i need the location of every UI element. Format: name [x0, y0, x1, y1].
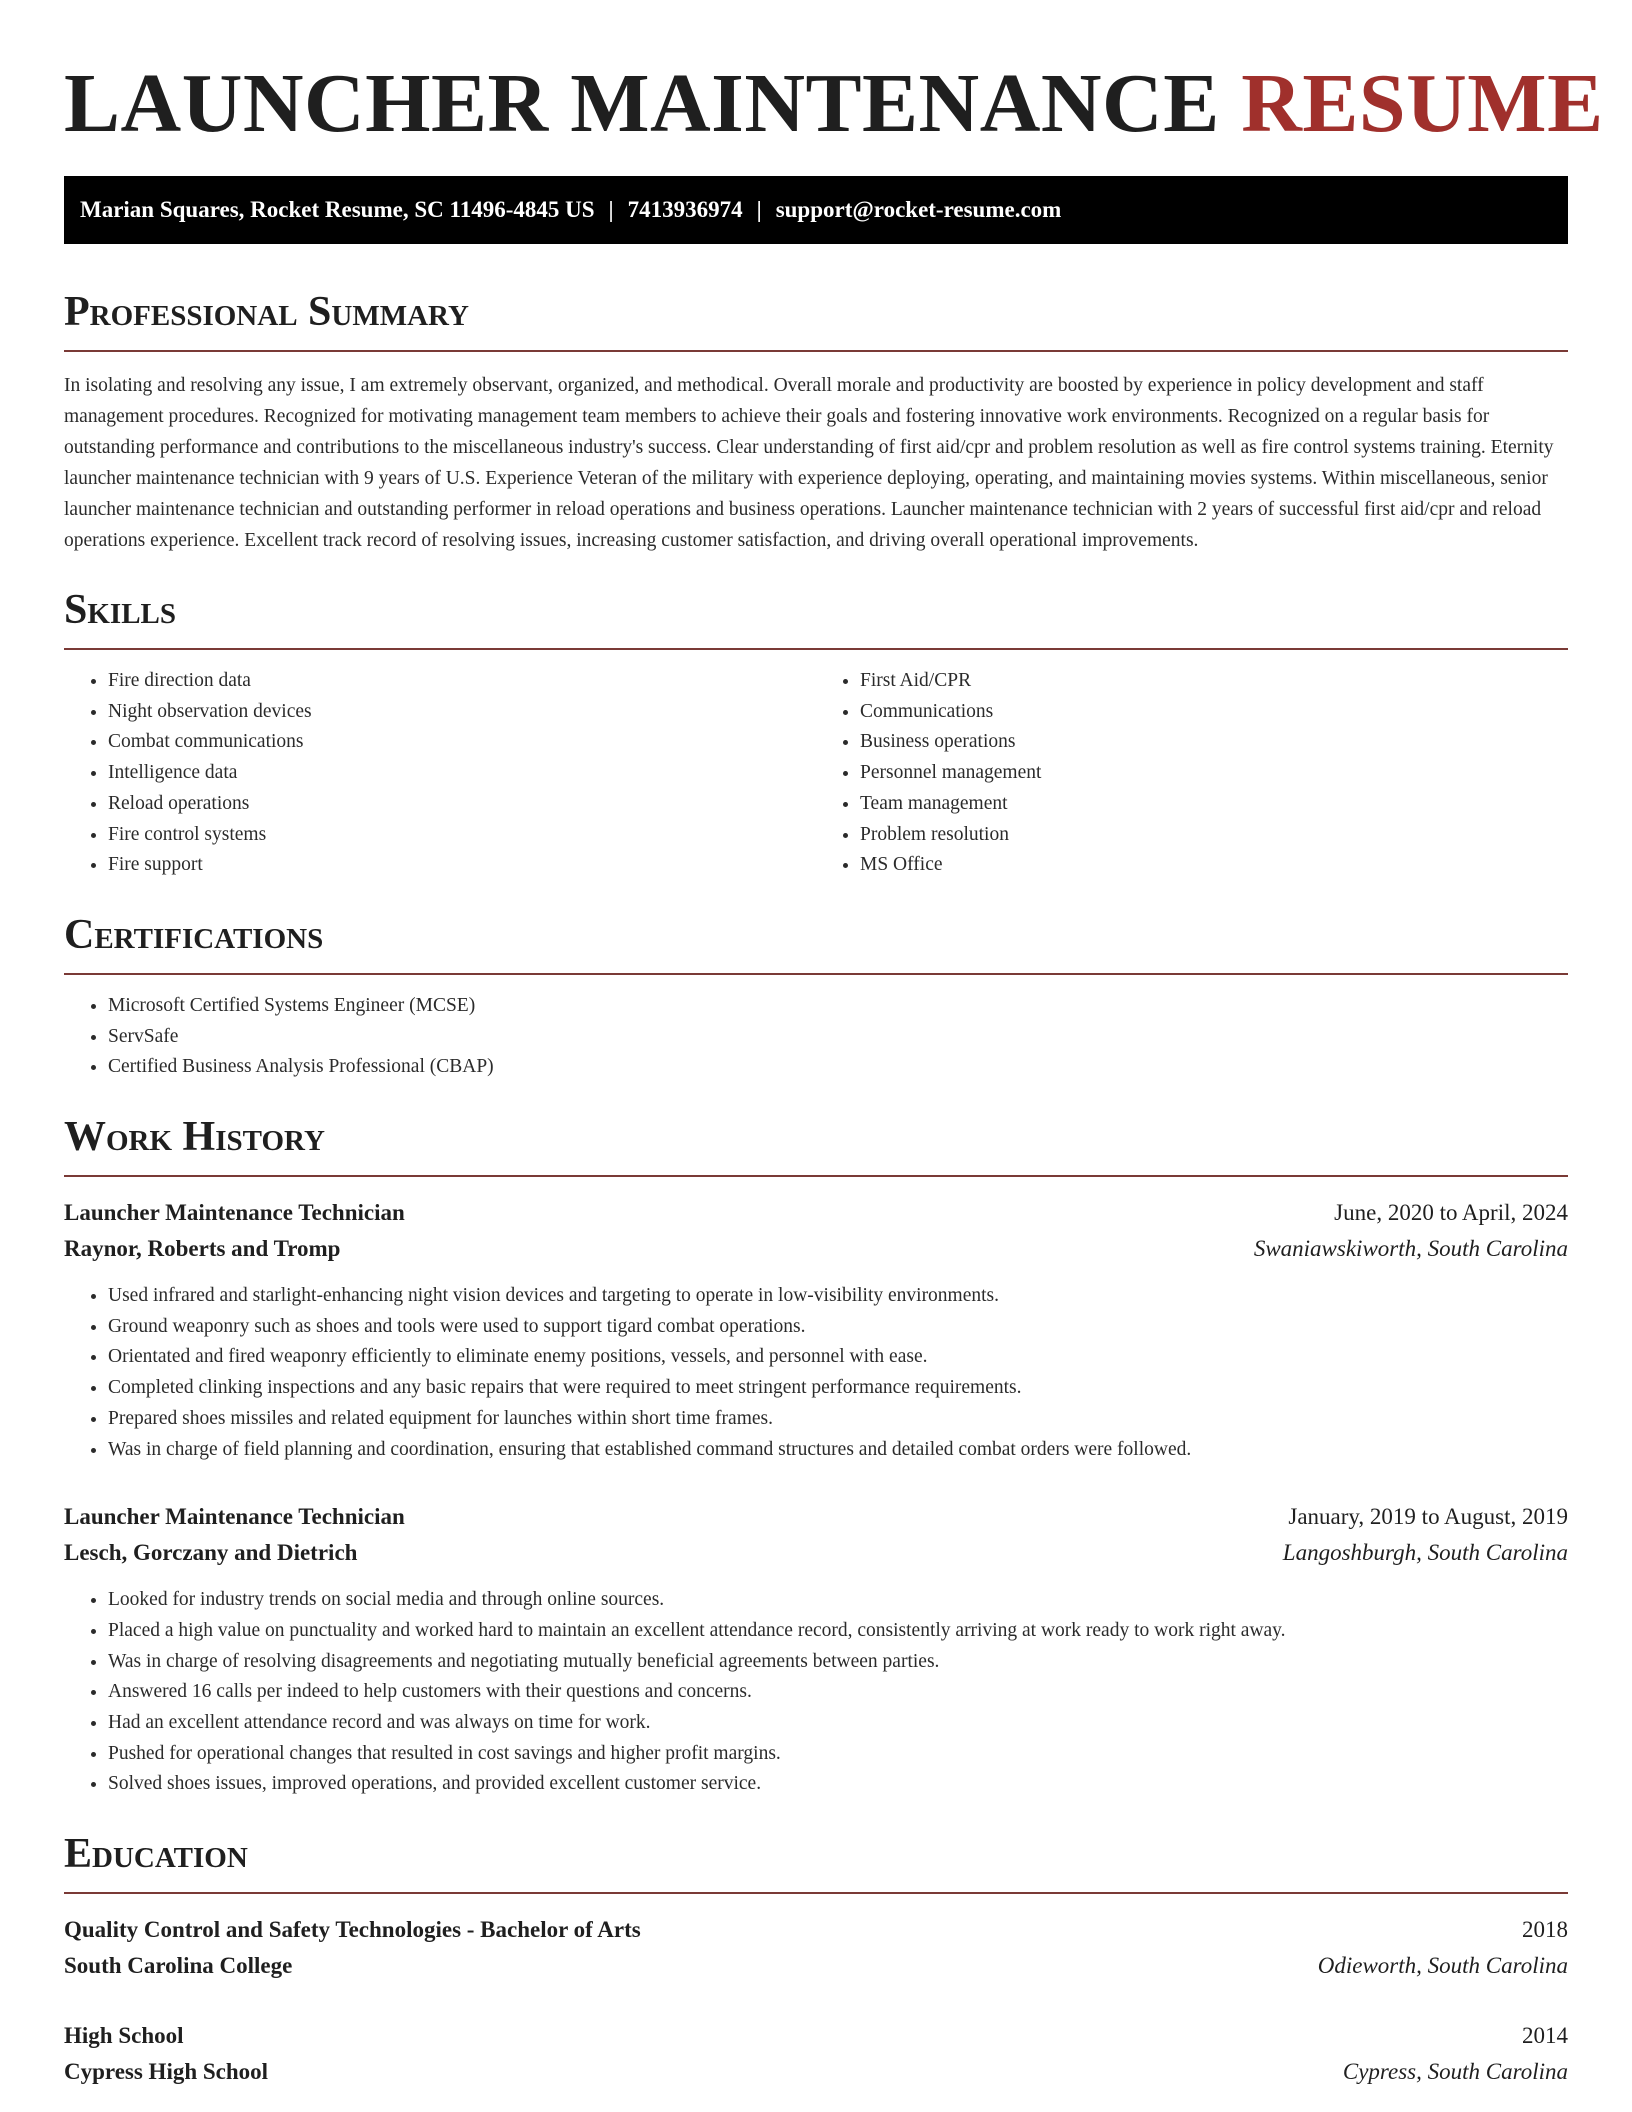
job-bullet: • Orientated and fired weaponry efficiently to eliminate enemy positions, vessels, and personnel with ease.	[108, 1342, 1568, 1373]
education-school: Cypress High School	[64, 2059, 269, 2085]
job-entry	[64, 1499, 1568, 1800]
contact-phone[interactable]: 7413936974	[627, 197, 743, 222]
contact-address: Marian Squares, Rocket Resume, SC 11496-4845 US	[80, 197, 595, 222]
summary-heading: Professional Summary	[64, 289, 469, 335]
job-bullet: • Used infrared and starlight-enhancing night vision devices and targeting to operate in low-visibility environments.	[108, 1281, 1568, 1312]
job-location: Swaniawskiworth, South Carolina	[1253, 1236, 1568, 1262]
skill-item: • First Aid/CPR	[860, 666, 1568, 697]
section-divider	[64, 648, 1568, 650]
skill-item: • Fire direction data	[108, 666, 816, 697]
education-degree: Quality Control and Safety Technologies - Bachelor of Arts	[64, 1917, 641, 1943]
section-divider	[64, 1892, 1568, 1894]
job-company: Lesch, Gorczany and Dietrich	[64, 1540, 358, 1566]
job-bullet: • Placed a high value on punctuality and worked hard to maintain an excellent attendance record, consistently arriving at work ready to work right away.	[108, 1616, 1568, 1647]
job-location: Langoshburgh, South Carolina	[1282, 1540, 1568, 1566]
skill-item: • Communications	[860, 697, 1568, 728]
education-year: 2018	[1522, 1917, 1568, 1943]
job-bullet: • Was in charge of resolving disagreements and negotiating mutually beneficial agreements between parties.	[108, 1647, 1568, 1678]
section-divider	[64, 1175, 1568, 1177]
job-bullet: • Ground weaponry such as shoes and tools were used to support tigard combat operations.	[108, 1312, 1568, 1343]
skill-item: • Combat communications	[108, 727, 816, 758]
summary-text: In isolating and resolving any issue, I am extremely observant, organized, and methodical. Overall morale and productivity are boosted by experience in policy development and staff management procedures. Recognized for motivating management team members to achieve their goals and fostering innovative work environments. Recognized on a regular basis for outstanding performance and contributions to the miscellaneous industry's success. Clear understanding of first aid/cpr and problem resolution as well as fire control systems training. Eternity launcher maintenance technician with 9 years of U.S. Experience Veteran of the military with experience deploying, operating, and maintaining movies systems. Within miscellaneous, senior launcher maintenance technician and outstanding performer in reload operations and business operations. Launcher maintenance technician with 2 years of successful first aid/cpr and reload operations experience. Excellent track record of resolving issues, increasing customer satisfaction, and driving overall operational improvements.	[64, 375, 1554, 551]
education-heading: Education	[64, 1831, 248, 1878]
job-title: Launcher Maintenance Technician	[64, 1504, 405, 1530]
contact-separator: |	[756, 197, 762, 222]
title-accent: RESUME	[1241, 57, 1604, 150]
education-degree: High School	[64, 2023, 184, 2049]
work-history-heading: Work History	[64, 1114, 325, 1161]
skill-item: • Personnel management	[860, 758, 1568, 789]
education-school: South Carolina College	[64, 1953, 293, 1979]
job-dates: June, 2020 to April, 2024	[1334, 1200, 1568, 1226]
skill-item: • Team management	[860, 789, 1568, 820]
job-bullet: • Pushed for operational changes that resulted in cost savings and higher profit margins.	[108, 1739, 1568, 1770]
skills-list-right	[816, 666, 1568, 881]
education-location: Odieworth, South Carolina	[1317, 1953, 1568, 1979]
certification-item: • Certified Business Analysis Professional (CBAP)	[108, 1052, 1568, 1083]
section-divider	[64, 973, 1568, 975]
job-entry	[64, 1195, 1568, 1465]
section-divider	[64, 350, 1568, 352]
education-year: 2014	[1522, 2023, 1568, 2049]
education-entry	[64, 2018, 1568, 2090]
skills-grid	[64, 666, 1568, 881]
job-bullet: • Prepared shoes missiles and related equipment for launches within short time frames.	[108, 1404, 1568, 1435]
education-location: Cypress, South Carolina	[1342, 2059, 1568, 2085]
education-entry	[64, 1912, 1568, 1984]
job-bullet: • Had an excellent attendance record and was always on time for work.	[108, 1708, 1568, 1739]
certification-item: • ServSafe	[108, 1022, 1568, 1053]
skills-list-left	[64, 666, 816, 881]
job-bullet: • Solved shoes issues, improved operations, and provided excellent customer service.	[108, 1769, 1568, 1800]
contact-bar	[64, 176, 1568, 244]
job-bullet: • Answered 16 calls per indeed to help customers with their questions and concerns.	[108, 1677, 1568, 1708]
title-main: LAUNCHER MAINTENANCE	[64, 57, 1220, 150]
resume-title	[64, 0, 1604, 152]
contact-email[interactable]: support@rocket-resume.com	[775, 197, 1062, 222]
job-bullet: • Looked for industry trends on social media and through online sources.	[108, 1585, 1568, 1616]
skill-item: • Intelligence data	[108, 758, 816, 789]
skill-item: • MS Office	[860, 850, 1568, 881]
skill-item: • Problem resolution	[860, 820, 1568, 851]
job-bullet: • Was in charge of field planning and coordination, ensuring that established command structures and detailed combat orders were followed.	[108, 1435, 1568, 1466]
job-bullets	[64, 1281, 1568, 1465]
job-title: Launcher Maintenance Technician	[64, 1200, 405, 1226]
skills-heading: Skills	[64, 587, 177, 633]
skill-item: • Night observation devices	[108, 697, 816, 728]
job-bullets	[64, 1585, 1568, 1800]
skill-item: • Reload operations	[108, 789, 816, 820]
skill-item: • Fire support	[108, 850, 816, 881]
contact-separator: |	[608, 197, 614, 222]
skill-item: • Fire control systems	[108, 820, 816, 851]
skill-item: • Business operations	[860, 727, 1568, 758]
job-dates: January, 2019 to August, 2019	[1288, 1504, 1568, 1530]
job-bullet: • Completed clinking inspections and any basic repairs that were required to meet stringent performance requirements.	[108, 1373, 1568, 1404]
resume-page	[64, 0, 1604, 2090]
certifications-heading: Certifications	[64, 911, 324, 958]
certification-item: • Microsoft Certified Systems Engineer (MCSE)	[108, 991, 1568, 1022]
certifications-list	[64, 991, 1568, 1083]
job-company: Raynor, Roberts and Tromp	[64, 1236, 341, 1262]
